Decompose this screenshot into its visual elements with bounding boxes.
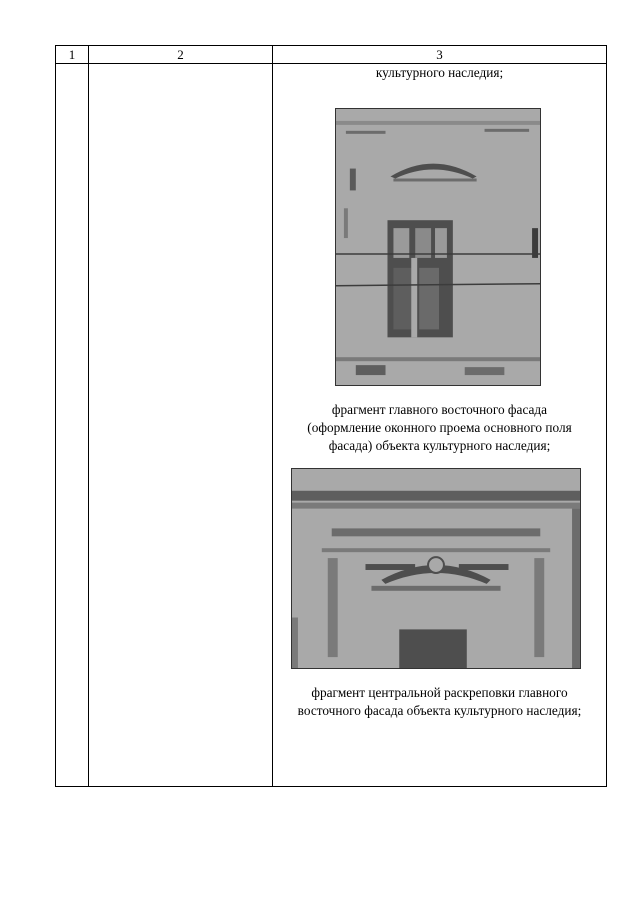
caption-1-line-1: фрагмент главного восточного фасада — [331, 402, 548, 417]
document-table — [55, 45, 607, 787]
window-facade-photo-image — [336, 109, 540, 385]
central-projection-photo-image — [292, 469, 580, 668]
caption-2-line-1: фрагмент центральной раскреповки главного — [311, 685, 568, 700]
header-col-2: 2 — [177, 47, 184, 62]
header-col-1: 1 — [68, 47, 76, 62]
column-3-cell — [273, 64, 606, 786]
caption-1-line-2: (оформление оконного проема основного поля — [307, 420, 572, 435]
caption-top: культурного наследия; — [375, 65, 504, 80]
header-col-3: 3 — [436, 47, 443, 62]
central-projection-photo — [291, 468, 581, 669]
caption-2-line-2: восточного фасада объекта культурного наследия; — [297, 703, 582, 718]
window-facade-photo — [335, 108, 541, 386]
caption-1-line-3: фасада) объекта культурного наследия; — [328, 438, 551, 453]
column-divider-1 — [88, 46, 89, 786]
